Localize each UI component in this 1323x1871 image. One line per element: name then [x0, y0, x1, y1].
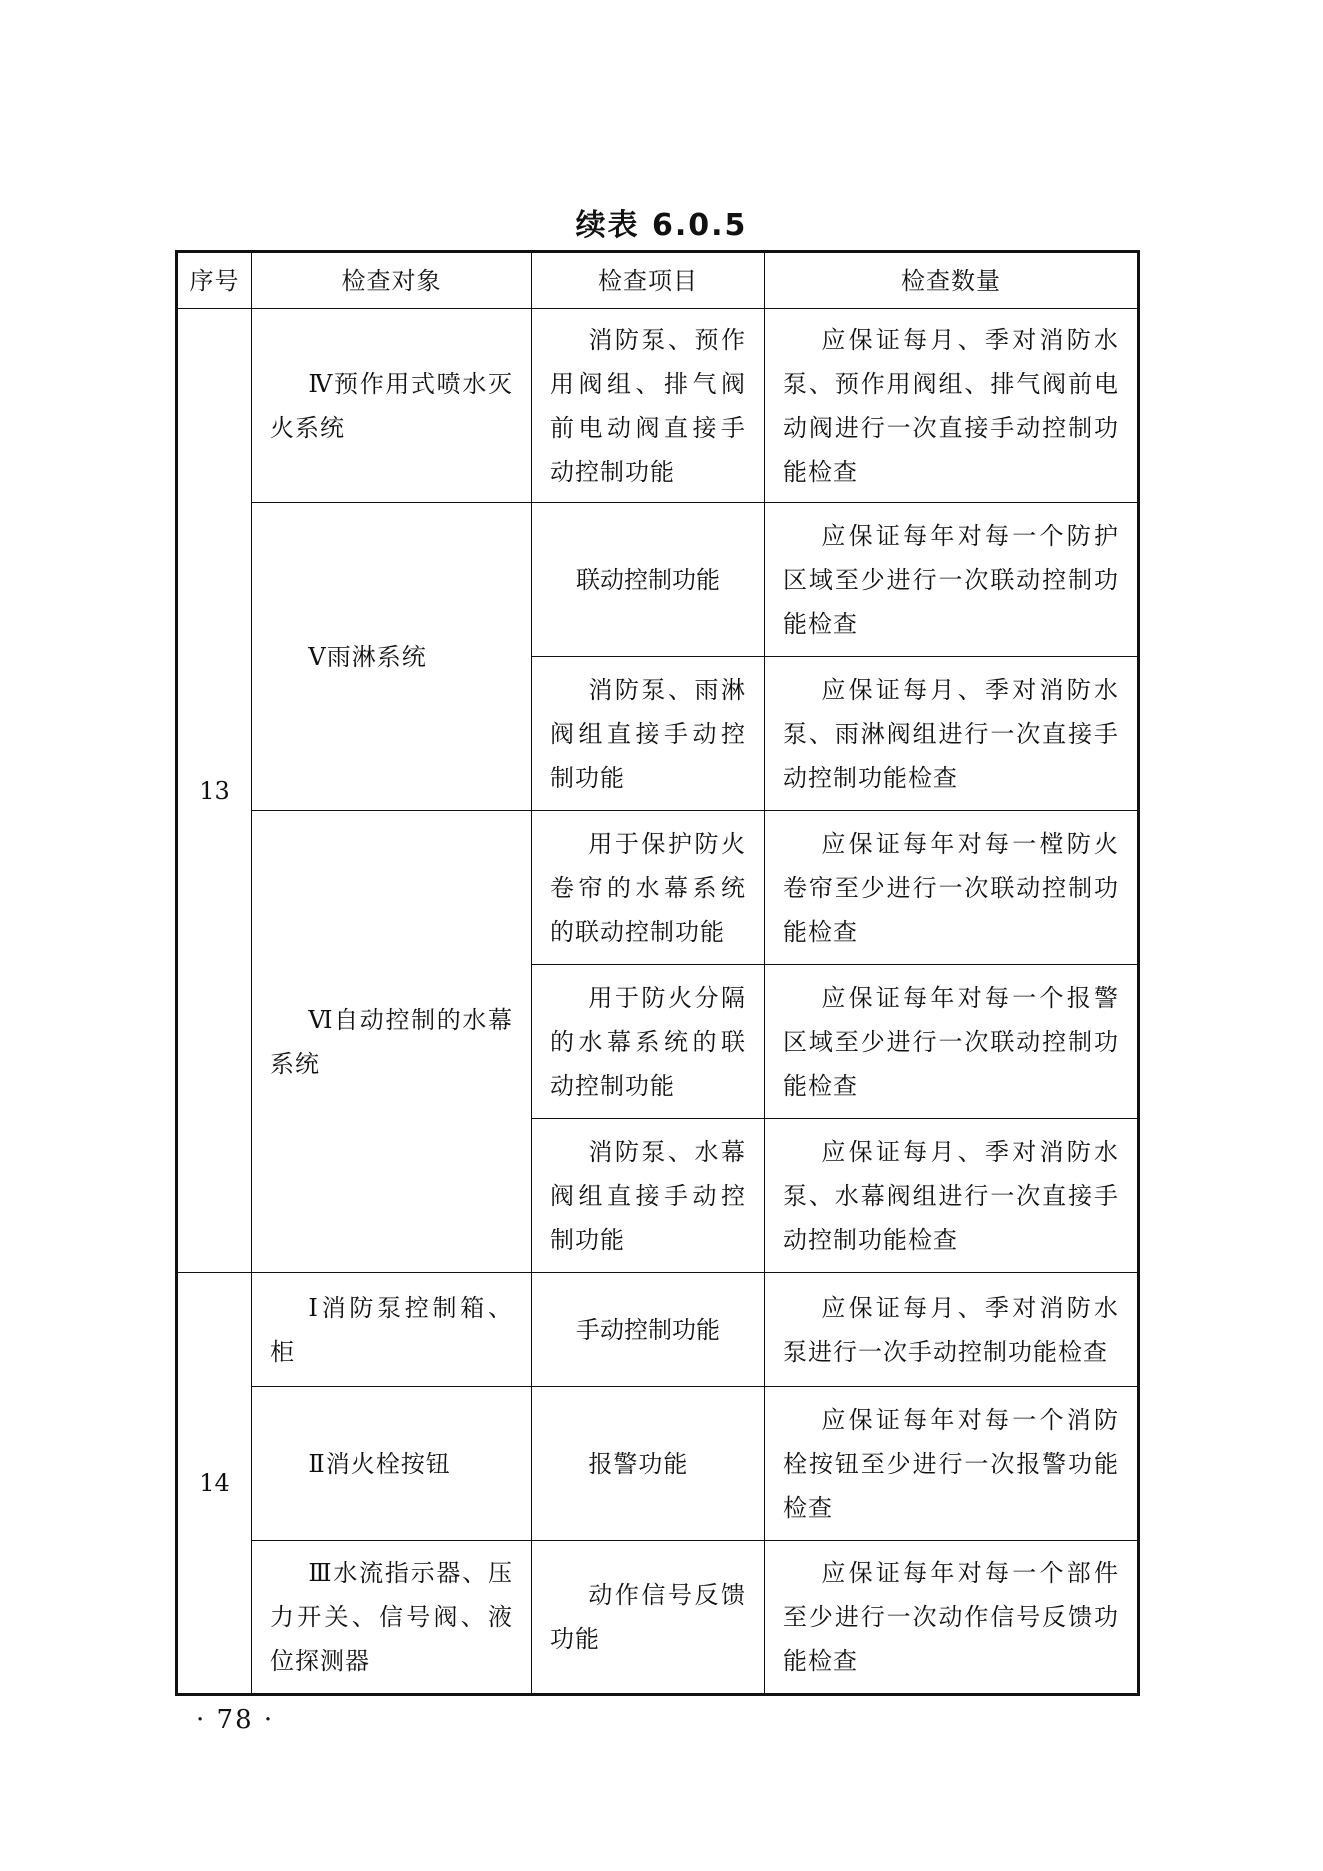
inspection-quantity: 应保证每年对每一个防护区域至少进行一次联动控制功能检查 — [765, 503, 1139, 657]
inspection-item: 消防泵、预作用阀组、排气阀前电动阀直接手动控制功能 — [532, 309, 765, 503]
inspection-object: Ⅵ自动控制的水幕系统 — [252, 811, 532, 1273]
table-row — [177, 503, 1139, 657]
table-title: 续表 6.0.5 — [575, 208, 748, 243]
page-number: · 78 · — [196, 1705, 275, 1735]
table-row — [177, 1387, 1139, 1541]
inspection-item: 动作信号反馈功能 — [532, 1541, 765, 1695]
inspection-quantity: 应保证每月、季对消防水泵进行一次手动控制功能检查 — [765, 1273, 1139, 1387]
inspection-quantity: 应保证每年对每一个消防栓按钮至少进行一次报警功能检查 — [765, 1387, 1139, 1541]
inspection-item: 用于保护防火卷帘的水幕系统的联动控制功能 — [532, 811, 765, 965]
row-number: 14 — [177, 1273, 252, 1695]
inspection-quantity: 应保证每年对每一个部件至少进行一次动作信号反馈功能检查 — [765, 1541, 1139, 1695]
header-item: 检查项目 — [532, 252, 765, 309]
inspection-object: Ⅱ消火栓按钮 — [252, 1387, 532, 1541]
inspection-quantity: 应保证每月、季对消防水泵、雨淋阀组进行一次直接手动控制功能检查 — [765, 657, 1139, 811]
inspection-quantity: 应保证每年对每一个报警区域至少进行一次联动控制功能检查 — [765, 965, 1139, 1119]
inspection-quantity: 应保证每月、季对消防水泵、预作用阀组、排气阀前电动阀进行一次直接手动控制功能检查 — [765, 309, 1139, 503]
header-object: 检查对象 — [252, 252, 532, 309]
header-quantity: 检查数量 — [765, 252, 1139, 309]
row-number: 13 — [177, 309, 252, 1273]
inspection-item: 消防泵、水幕阀组直接手动控制功能 — [532, 1119, 765, 1273]
table-row — [177, 811, 1139, 965]
inspection-object: Ⅲ水流指示器、压力开关、信号阀、液位探测器 — [252, 1541, 532, 1695]
inspection-item: 联动控制功能 — [532, 503, 765, 657]
inspection-item: 消防泵、雨淋阀组直接手动控制功能 — [532, 657, 765, 811]
inspection-object: Ⅰ消防泵控制箱、柜 — [252, 1273, 532, 1387]
inspection-item: 用于防火分隔的水幕系统的联动控制功能 — [532, 965, 765, 1119]
header-no: 序号 — [177, 252, 252, 309]
inspection-object: Ⅴ雨淋系统 — [252, 503, 532, 811]
inspection-quantity: 应保证每月、季对消防水泵、水幕阀组进行一次直接手动控制功能检查 — [765, 1119, 1139, 1273]
table-row — [177, 1541, 1139, 1695]
table-row — [177, 309, 1139, 503]
inspection-object: Ⅳ预作用式喷水灭火系统 — [252, 309, 532, 503]
table-row — [177, 1273, 1139, 1387]
inspection-quantity: 应保证每年对每一樘防火卷帘至少进行一次联动控制功能检查 — [765, 811, 1139, 965]
table-header-row — [177, 252, 1139, 309]
inspection-item: 手动控制功能 — [532, 1273, 765, 1387]
inspection-item: 报警功能 — [532, 1387, 765, 1541]
inspection-table — [175, 250, 1140, 1696]
